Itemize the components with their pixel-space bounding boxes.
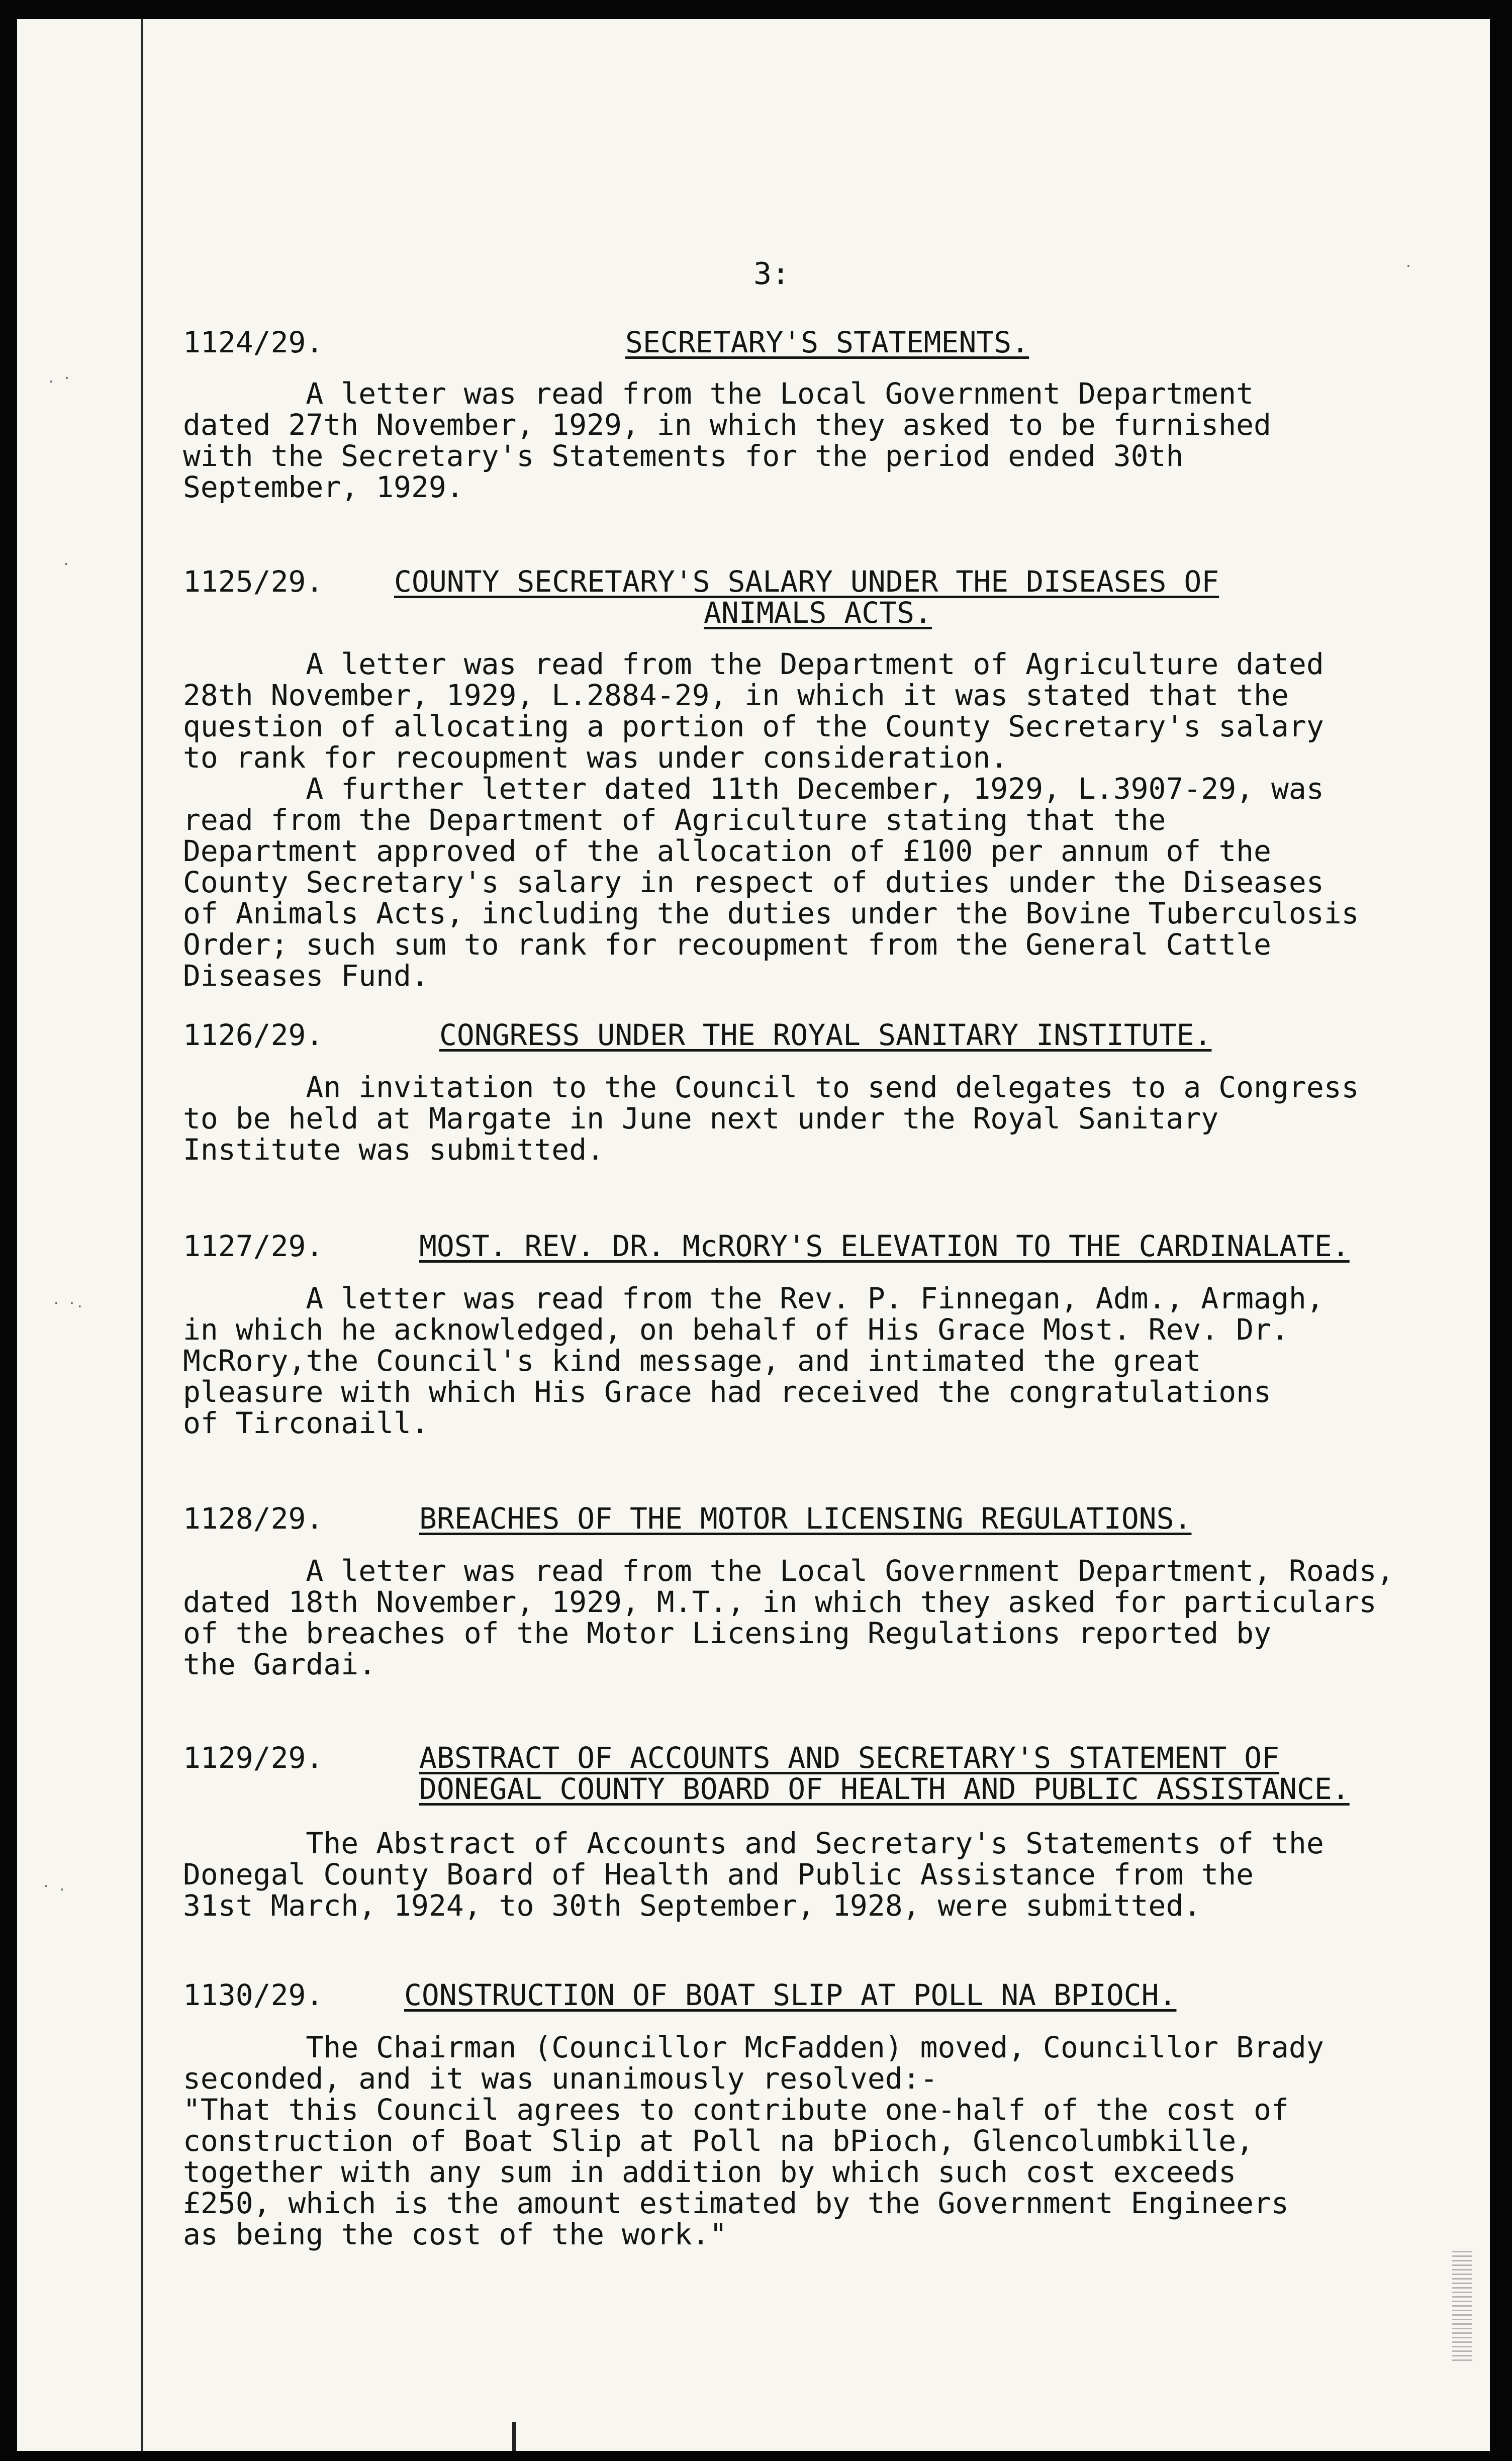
minute-number: 1129/29. xyxy=(183,1741,324,1775)
minute-number: 1130/29. xyxy=(183,1978,324,2012)
minute-number: 1126/29. xyxy=(183,1018,324,1052)
minute-paragraph: An invitation to the Council to send delegates to a Congress to be held at Margate in June next under the Royal Sanitary Institute was submitted. xyxy=(183,1070,1359,1167)
entry-heading xyxy=(183,1742,1470,1805)
scan-fold-shadow xyxy=(1452,2251,1472,2361)
minute-title-line-2: DONEGAL COUNTY BOARD OF HEALTH AND PUBLIC ASSISTANCE. xyxy=(419,1772,1350,1806)
minute-entry-1127 xyxy=(183,1230,1470,1439)
minute-title-line-1: ABSTRACT OF ACCOUNTS AND SECRETARY'S STATEMENT OF xyxy=(419,1741,1280,1775)
minute-title: SECRETARY'S STATEMENTS. xyxy=(625,325,1029,359)
minute-paragraph: A letter was read from the Local Government Department dated 27th November, 1929, in which they asked to be furnished with the Secretary's Statements for the period ended 30th September, 1929. xyxy=(183,376,1271,504)
minute-paragraph: The Chairman (Councillor McFadden) moved, Councillor Brady seconded, and it was unanimously resolved:- "That this Council agrees to contribute one-half of the cost of construction of Boat Slip at Poll na bPioch, Glencolumbkille, together with any sum in addition by which such cost exceeds £250, which is the amount estimated by the Government Engineers as being the cost of the work." xyxy=(183,2030,1324,2251)
minute-number: 1124/29. xyxy=(183,325,324,359)
minute-paragraph: The Abstract of Accounts and Secretary's Statements of the Donegal County Board of Health and Public Assistance from the 31st March, 1924, to 30th September, 1928, were submitted. xyxy=(183,1826,1324,1923)
entry-heading xyxy=(183,327,1470,358)
minute-paragraph: A further letter dated 11th December, 1929, L.3907-29, was read from the Department of Agriculture stating that the Department approved of the allocation of £100 per annum of the County Secretary's salary in respect of duties under the Diseases of Animals Acts, including the duties under the Bovine Tuberculosis Order; such sum to rank for recoupment from the General Cattle Diseases Fund. xyxy=(183,772,1359,993)
entry-heading xyxy=(183,1503,1470,1534)
document-page xyxy=(17,19,1490,2451)
page-number: 3: xyxy=(753,256,790,292)
minute-number: 1128/29. xyxy=(183,1501,324,1536)
minute-title: BREACHES OF THE MOTOR LICENSING REGULATIONS. xyxy=(419,1501,1192,1536)
margin-rule xyxy=(141,19,143,2451)
minute-entry-1126 xyxy=(183,1019,1470,1165)
scan-speckle: · ·. xyxy=(52,1296,84,1311)
minute-entry-1124 xyxy=(183,327,1470,503)
scan-speckle: . · xyxy=(47,371,71,386)
scan-mark xyxy=(512,2422,516,2451)
minute-title-line-2: ANIMALS ACTS. xyxy=(704,596,932,630)
minute-entry-1129 xyxy=(183,1742,1470,1921)
minute-title: CONGRESS UNDER THE ROYAL SANITARY INSTITUTE. xyxy=(439,1018,1212,1052)
minute-paragraph: A letter was read from the Department of Agriculture dated 28th November, 1929, L.2884-29, in which it was stated that the question of allocating a portion of the County Secretary's salary to rank for recoupment was under consideration. xyxy=(183,647,1324,775)
minute-entry-1130 xyxy=(183,1979,1470,2250)
minute-title: MOST. REV. DR. McRORY'S ELEVATION TO THE CARDINALATE. xyxy=(419,1229,1350,1263)
minute-paragraph: A letter was read from the Rev. P. Finnegan, Adm., Armagh, in which he acknowledged, on behalf of His Grace Most. Rev. Dr. McRory,the Council's kind message, and intimated the great pleasure with which His Grace had received the congratulations of Tirconaill. xyxy=(183,1281,1324,1440)
entry-heading xyxy=(183,566,1470,628)
minute-entry-1125 xyxy=(183,566,1470,991)
scan-speckle: · xyxy=(62,557,70,572)
minute-paragraph: A letter was read from the Local Government Department, Roads, dated 18th November, 1929, M.T., in which they asked for particulars of the breaches of the Motor Licensing Regulations reported by the Gardai. xyxy=(183,1554,1394,1681)
entry-heading xyxy=(183,1230,1470,1262)
minute-number: 1125/29. xyxy=(183,564,324,599)
scan-speckle: . xyxy=(1404,255,1412,270)
entry-heading xyxy=(183,1979,1470,2011)
scan-speckle: · . xyxy=(42,1879,66,1894)
minute-title: CONSTRUCTION OF BOAT SLIP AT POLL NA BPIOCH. xyxy=(404,1978,1177,2012)
minute-number: 1127/29. xyxy=(183,1229,324,1263)
entry-heading xyxy=(183,1019,1470,1051)
minute-entry-1128 xyxy=(183,1503,1470,1680)
minute-title-line-1: COUNTY SECRETARY'S SALARY UNDER THE DISEASES OF xyxy=(394,564,1219,599)
